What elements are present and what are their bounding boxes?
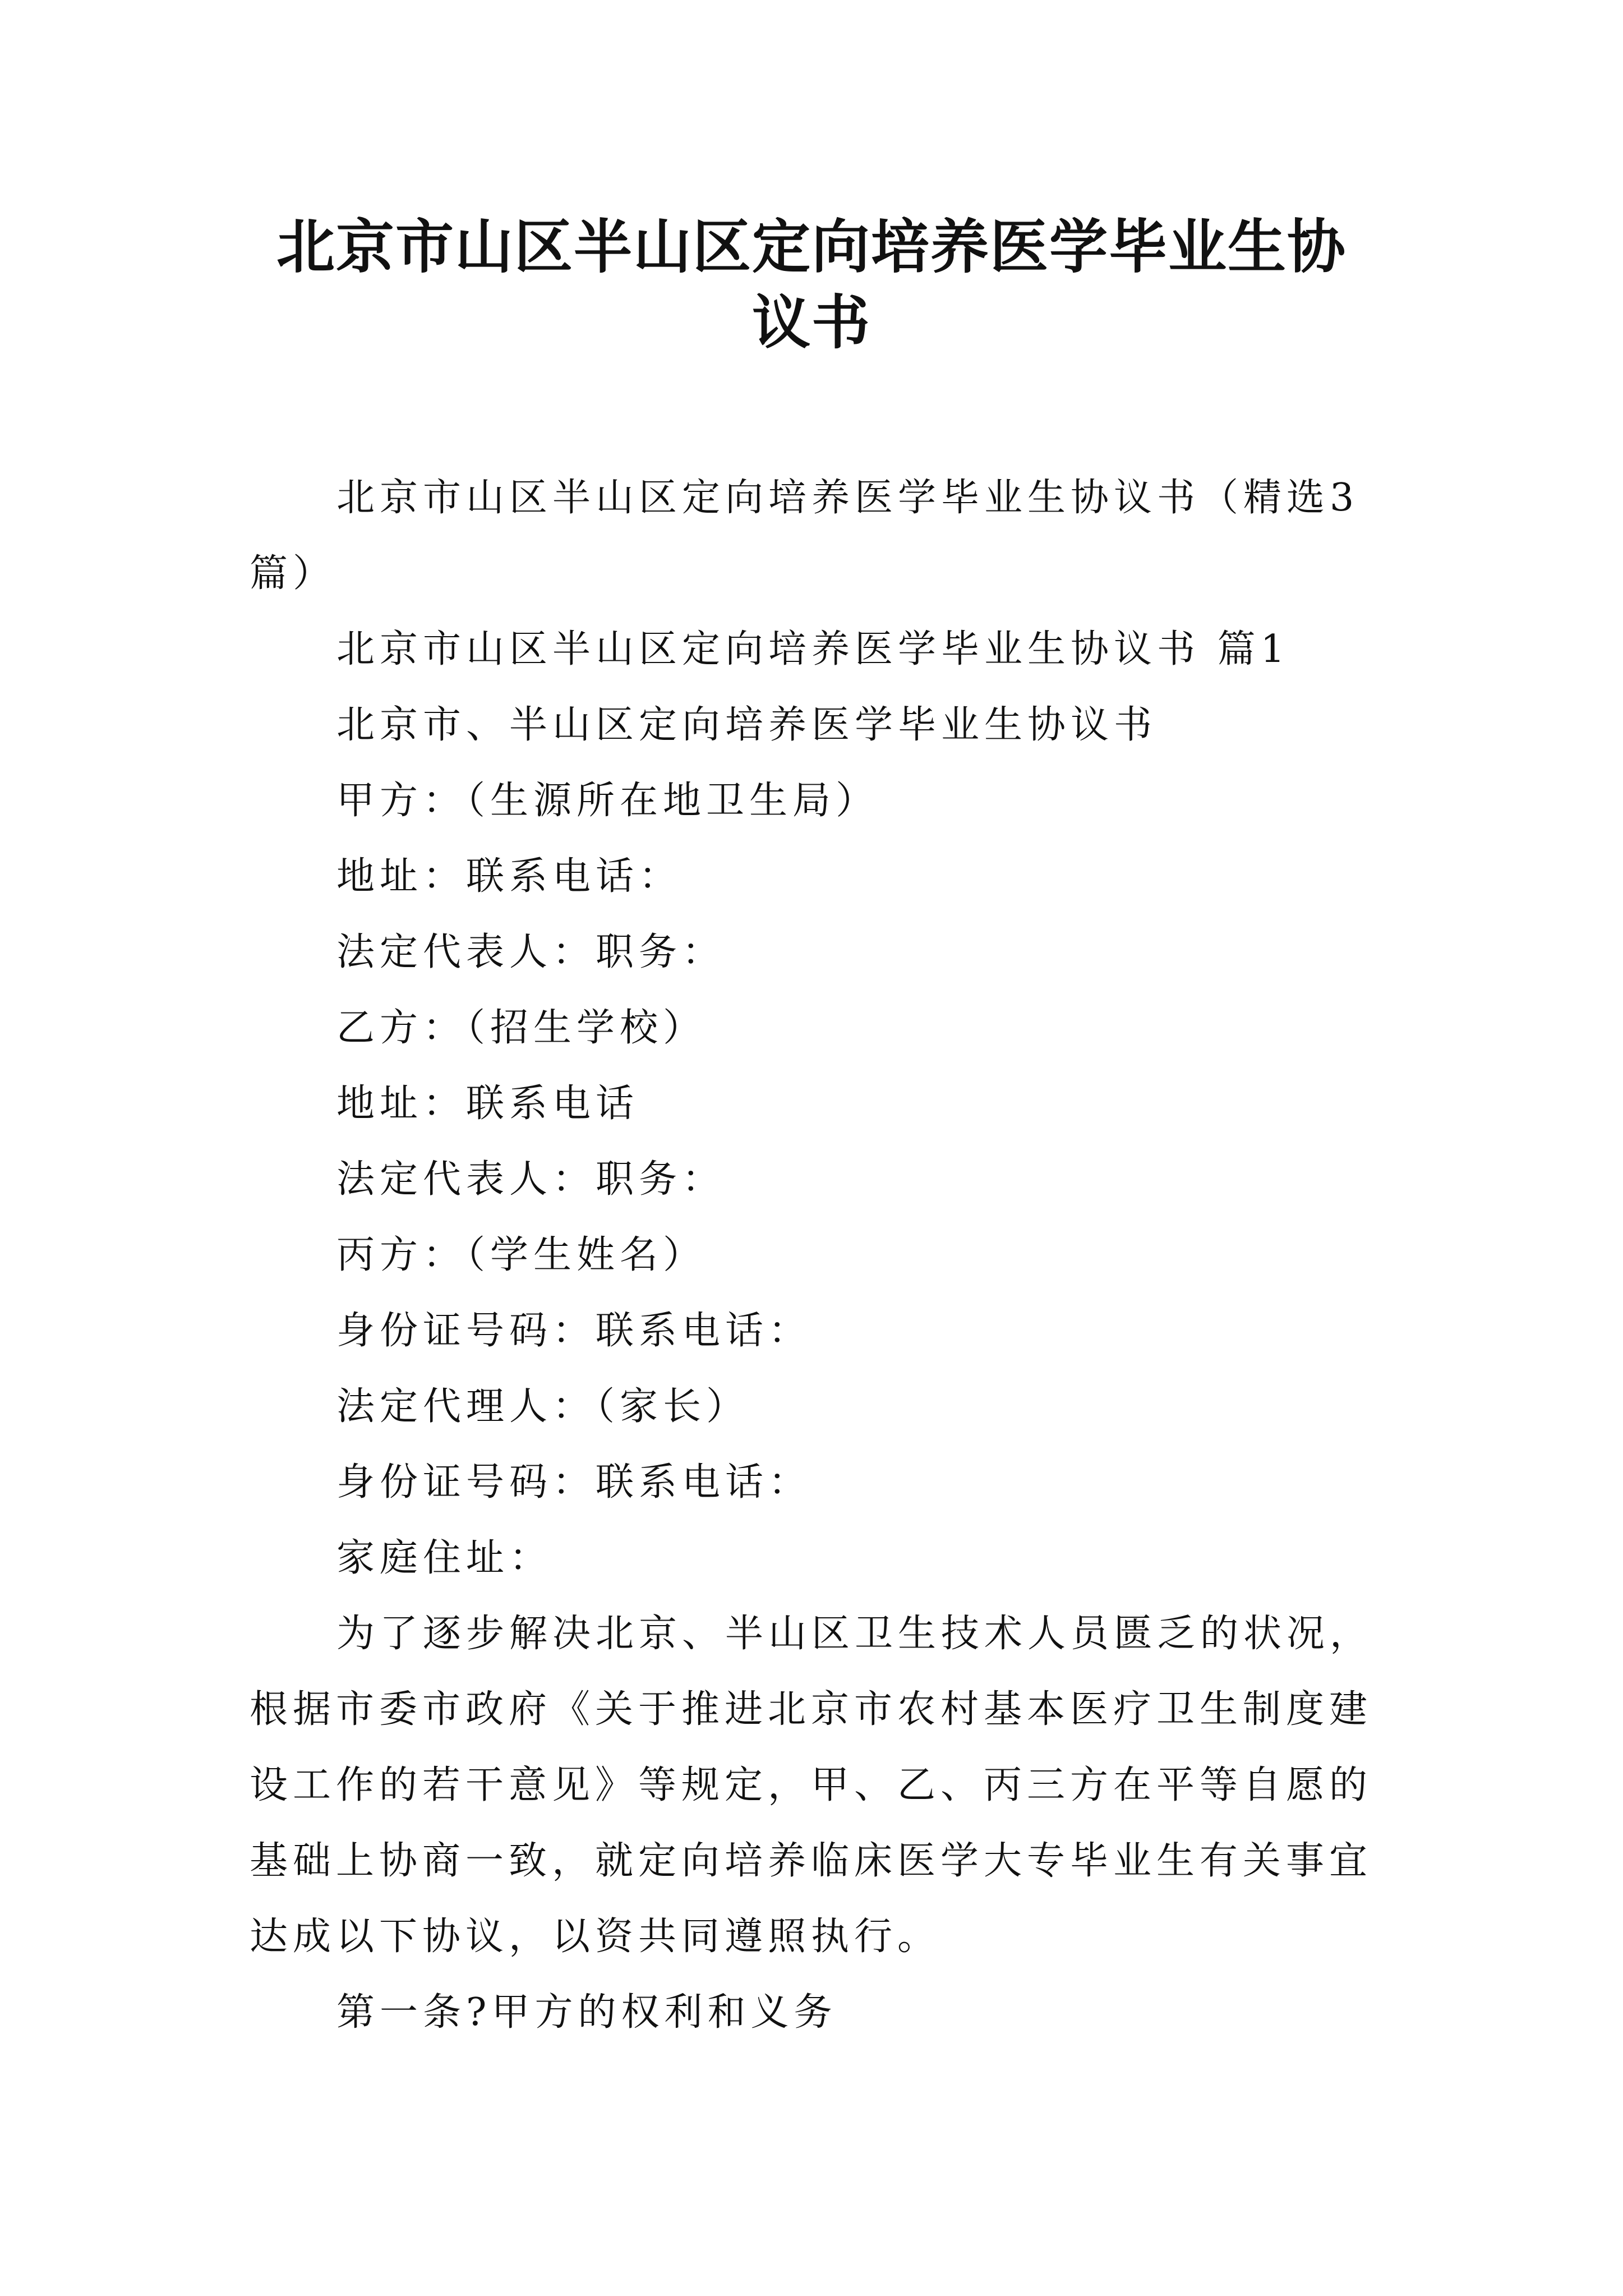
paragraph-party-a-address: 地址：联系电话： (336, 854, 683, 899)
paragraph-guardian-id: 身份证号码：联系电话： (336, 1460, 812, 1504)
document-body (250, 460, 1388, 2050)
paragraph-party-c-id: 身份证号码：联系电话： (336, 1309, 812, 1353)
paragraph-agreement-name: 北京市、半山区定向培养医学毕业生协议书 (336, 703, 1158, 747)
document-title-line-1: 北京市山区半山区定向培养医学毕业生协 (276, 212, 1347, 281)
paragraph-party-b-representative: 法定代表人：职务： (336, 1157, 726, 1202)
document-title-line-2: 议书 (751, 288, 871, 357)
paragraph-preamble: 为了逐步解决北京、半山区卫生技术人员匮乏的状况，根据市委市政府《关于推进北京市农村基本医疗卫生制度建设工作的若干意见》等规定，甲、乙、丙三方在平等自愿的基础上协商一致，就定向培养临床医学大专毕业生有关事宜达成以下协议，以资共同遵照执行。 (250, 1612, 1373, 1959)
paragraph-guardian: 法定代理人：（家长） (336, 1384, 750, 1429)
paragraph-home-address: 家庭住址： (336, 1536, 553, 1580)
paragraph-article-1-heading: 第一条?甲方的权利和义务 (336, 1990, 837, 2035)
paragraph-party-a-representative: 法定代表人：职务： (336, 930, 726, 974)
paragraph-subtitle: 北京市山区半山区定向培养医学毕业生协议书（精选3篇） (250, 476, 1359, 596)
paragraph-party-b: 乙方：（招生学校） (336, 1006, 707, 1050)
paragraph-section-heading: 北京市山区半山区定向培养医学毕业生协议书 篇1 (336, 627, 1290, 671)
paragraph-party-a: 甲方：（生源所在地卫生局） (336, 779, 879, 823)
paragraph-party-c: 丙方：（学生姓名） (336, 1233, 707, 1277)
paragraph-party-b-address: 地址：联系电话 (336, 1082, 639, 1126)
